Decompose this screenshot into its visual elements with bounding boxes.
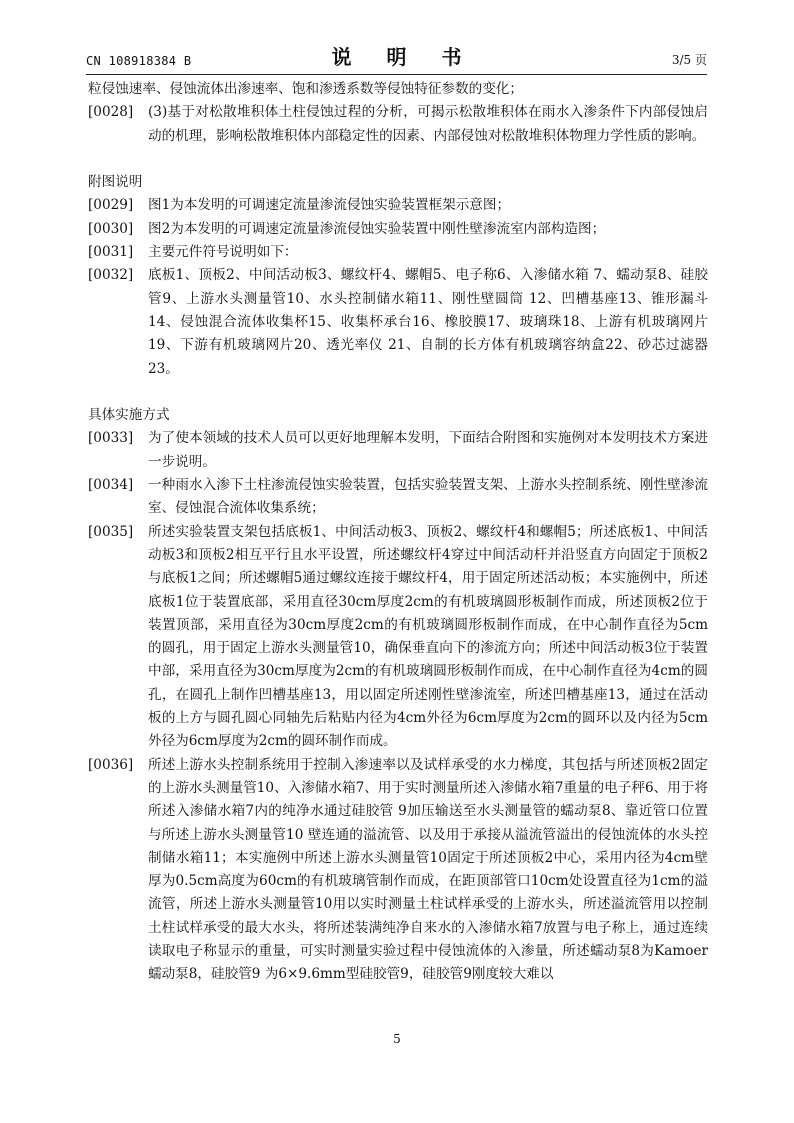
publication-number: CN 108918384 B	[86, 54, 192, 68]
paragraph-number: [0029]	[88, 197, 134, 214]
paragraph-number: [0030]	[88, 220, 134, 237]
page-info: 3/5 页	[671, 53, 707, 67]
paragraph-0032	[88, 264, 708, 380]
paragraph-0036	[88, 754, 708, 987]
paragraph-0028	[88, 101, 708, 148]
paragraph-number: [0036]	[88, 756, 134, 773]
section-heading-figures: 附图说明	[88, 174, 143, 191]
paragraph-text: 一种雨水入渗下土柱渗流侵蚀实验装置，包括实验装置支架、上游水头控制系统、刚性壁渗流室、侵蚀混合流体收集系统；	[148, 477, 708, 517]
paragraph-0031	[88, 241, 708, 264]
paragraph-text: (3)基于对松散堆积体土柱侵蚀过程的分析，可揭示松散堆积体在雨水入渗条件下内部侵蚀启动的机理，影响松散堆积体内部稳定性的因素、内部侵蚀对松散堆积体物理力学性质的影响。	[148, 104, 708, 144]
paragraph-text: 主要元件符号说明如下：	[148, 244, 298, 261]
paragraph-text: 底板1、顶板2、中间活动板3、螺纹杆4、螺帽5、电子称6、入渗储水箱 7、蠕动泵8、硅胶管9、上游水头测量管10、水头控制储水箱11、刚性壁圆筒 12、凹槽基座13、锥形漏斗14、侵蚀混合流体收集杯15、收集杯承台16、橡胶膜17、玻璃珠18、上游有机玻璃网片19、下游有机玻璃网片20、透光率仪 21、自制的长方体有机玻璃容纳盒22、砂芯过滤器23。	[148, 267, 708, 377]
paragraph-number: [0028]	[88, 104, 134, 121]
paragraph-0035	[88, 521, 708, 754]
section-heading-embodiments: 具体实施方式	[88, 407, 170, 424]
paragraph-text: 所述实验装置支架包括底板1、中间活动板3、顶板2、螺纹杆4和螺帽5；所述底板1、中间活动板3和顶板2相互平行且水平设置，所述螺纹杆4穿过中间活动杆并沿竖直方向固定于顶板2与底板1之间；所述螺帽5通过螺纹连接于螺纹杆4，用于固定所述活动板；本实施例中，所述底板1位于装置底部，采用直径30cm厚度2cm的有机玻璃圆形板制作而成，所述顶板2位于装置顶部，采用直径为30cm厚度2cm的有机玻璃圆形板制作而成，在中心制作直径为5cm 的圆孔，用于固定上游水头测量管10，确保垂直向下的渗流方向；所述中间活动板3位于装置中部，采用直径为30cm厚度为2cm的有机玻璃圆形板制作而成，在中心制作直径为4cm的圆孔，在圆孔上制作凹槽基座13，用以固定所述刚性壁渗流室，所述凹槽基座13，通过在活动板的上方与圆孔圆心同轴先后粘贴内径为4cm外径为6cm厚度为2cm的圆环以及内径为5cm外径为6cm厚度为2cm的圆环制作而成。	[148, 523, 708, 750]
page-number: 5	[393, 1032, 401, 1046]
document-body	[88, 78, 708, 987]
paragraph-number: [0035]	[88, 523, 134, 540]
paragraph-text: 为了使本领域的技术人员可以更好地理解本发明，下面结合附图和实施例对本发明技术方案进一步说明。	[148, 430, 708, 470]
document-title: 说 明 书	[331, 45, 476, 69]
continuation-text: 粒侵蚀速率、侵蚀流体出渗速率、饱和渗透系数等侵蚀特征参数的变化；	[88, 81, 523, 97]
paragraph-number: [0031]	[88, 244, 134, 261]
paragraph-text: 所述上游水头控制系统用于控制入渗速率以及试样承受的水力梯度，其包括与所述顶板2固定的上游水头测量管10、入渗储水箱7、用于实时测量所述入渗储水箱7重量的电子秤6、用于将所述入渗储水箱7内的纯净水通过硅胶管 9加压输送至水头测量管的蠕动泵8、靠近管口位置与所述上游水头测量管10 壁连通的溢流管、以及用于承接从溢流管溢出的侵蚀流体的水头控制储水箱11；本实施例中所述上游水头测量管10固定于所述顶板2中心，采用内径为4cm壁厚为0.5cm高度为60cm的有机玻璃管制作而成，在距顶部管口10cm处设置直径为1cm的溢流管，所述上游水头测量管10用以实时测量土柱试样承受的上游水头，所述溢流管用以控制土柱试样承受的最大水头，将所述装满纯净自来水的入渗储水箱7放置与电子称上，通过连续读取电子称显示的重量，可实时测量实验过程中侵蚀流体的入渗量，所述蠕动泵8为Kamoer蠕动泵8，硅胶管9 为6×9.6mm型硅胶管9，硅胶管9刚度较大难以	[148, 756, 708, 983]
paragraph-0029	[88, 194, 708, 217]
paragraph-text: 图1为本发明的可调速定流量渗流侵蚀实验装置框架示意图；	[148, 197, 511, 214]
paragraph-0030	[88, 218, 708, 241]
page-header	[86, 40, 707, 75]
paragraph-0034	[88, 474, 708, 521]
paragraph-text: 图2为本发明的可调速定流量渗流侵蚀实验装置中刚性壁渗流室内部构造图；	[148, 220, 606, 237]
paragraph-number: [0032]	[88, 267, 134, 284]
paragraph-number: [0034]	[88, 477, 134, 494]
paragraph-number: [0033]	[88, 430, 134, 447]
paragraph-0033	[88, 427, 708, 474]
